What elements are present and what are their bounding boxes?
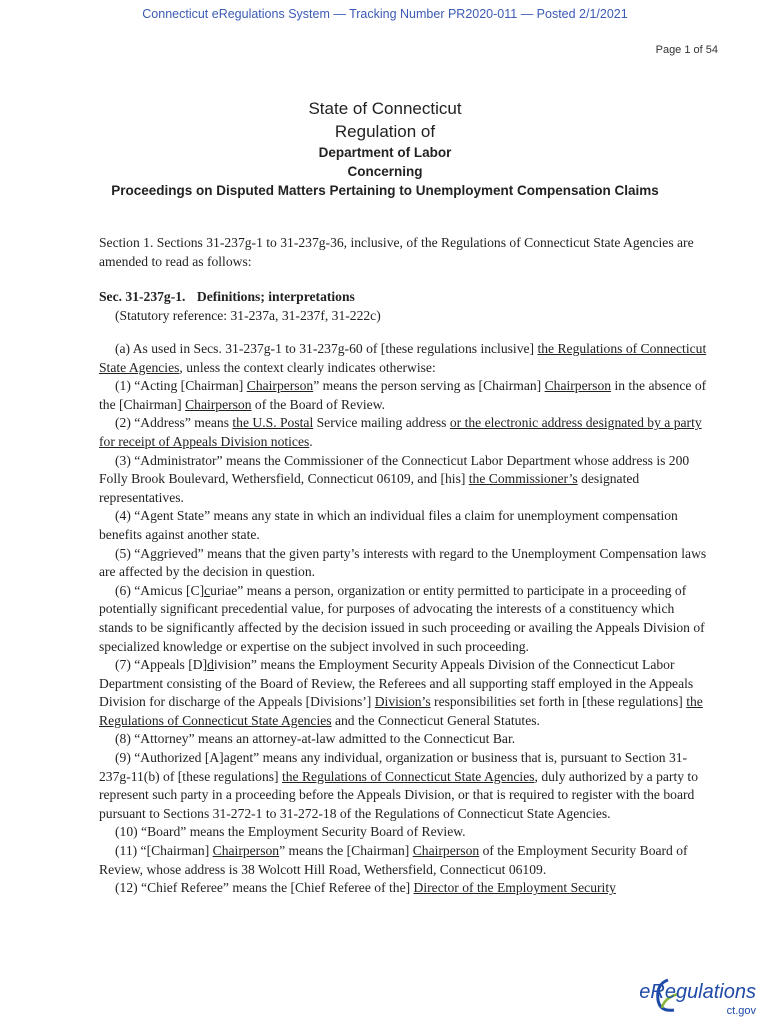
- amended-text: the Commissioner’s: [468, 471, 578, 487]
- definition-text: Service mailing address: [313, 415, 450, 431]
- definition-text: in the absence of the [Chairman]: [99, 378, 707, 412]
- definition-text: (9) “Authorized [A]agent” means any individual, organization or business that is, pursuant to Section 31-237g-11(b) of [these regulations]: [99, 750, 688, 784]
- definition-text: .: [309, 433, 313, 449]
- definition-item: [99, 414, 709, 451]
- tracking-header: Connecticut eRegulations System — Tracking Number PR2020-011 — Posted 2/1/2021: [142, 7, 628, 21]
- section-intro: Section 1. Sections 31-237g-1 to 31-237g-36, inclusive, of the Regulations of Connecticut State Agencies are amended to read as follows:: [99, 235, 694, 269]
- definition-item: [99, 507, 709, 544]
- amended-text: Chairperson: [412, 843, 480, 859]
- amended-text: Chairperson: [246, 378, 314, 394]
- definition-item: [99, 749, 709, 823]
- amended-text: the Regulations of Connecticut State Agencies: [99, 694, 703, 728]
- statutory-reference: (Statutory reference: 31-237a, 31-237f, 31-222c): [115, 307, 381, 323]
- definition-text: (11) “[Chairman]: [115, 843, 213, 859]
- title-regulation-of: Regulation of: [334, 122, 436, 141]
- definition-text: (6) “Amicus [C]: [115, 582, 205, 598]
- amended-text: Chairperson: [185, 396, 252, 412]
- definition-item: [99, 842, 709, 879]
- amended-text: c: [204, 582, 211, 598]
- amended-text: the U.S. Postal: [232, 415, 314, 431]
- definition-item: [99, 452, 709, 508]
- definition-item: [99, 582, 709, 656]
- title-concerning: Concerning: [347, 164, 423, 179]
- definition-text: (2) “Address” means: [115, 415, 233, 431]
- definition-text: and the Connecticut General Statutes.: [331, 712, 540, 728]
- definition-text: , duly authorized by a party to represent such party in a proceeding before the Appeals Division, or that is required to register with the board pursuant to Sections 31-272-1 to 31-272-18 of the Regulations of Connecticut State Agencies.: [99, 768, 698, 821]
- amended-text: Chairperson: [544, 378, 612, 394]
- definition-item: [99, 656, 709, 730]
- definition-item: [99, 823, 709, 842]
- definition-text: (1) “Acting [Chairman]: [115, 378, 247, 394]
- section-heading: Definitions; interpretations: [196, 289, 355, 304]
- definition-text: (8) “Attorney” means an attorney-at-law admitted to the Connecticut Bar.: [115, 731, 516, 747]
- definition-text: (4) “Agent State” means any state in which an individual files a claim for unemployment compensation benefits against another state.: [99, 508, 678, 542]
- definition-text: (12) “Chief Referee” means the [Chief Referee of the]: [115, 880, 414, 896]
- section-heading-block: [99, 288, 709, 325]
- definition-item: [99, 879, 709, 898]
- definition-item: [99, 340, 709, 377]
- definition-text: of the Employment Security Board of Review, whose address is 38 Wolcott Hill Road, Wethersfield, Connecticut 06109.: [99, 843, 688, 877]
- definition-text: ivision” means the Employment Security Appeals Division of the Connecticut Labor Department consisting of the Board of Review, the Referees and all supporting staff employed in the Appeals Division for discharge of the Appeals [Divisions’]: [99, 657, 694, 710]
- amended-text: Division’s: [374, 694, 431, 710]
- eregulations-logo: eRegulations: [639, 981, 756, 1003]
- title-state: State of Connecticut: [308, 99, 462, 118]
- section-number: Sec. 31-237g-1.: [99, 289, 186, 304]
- amended-text: the Regulations of Connecticut State Agencies: [99, 341, 707, 375]
- page-number: Page 1 of 54: [655, 44, 718, 56]
- amended-text: d: [207, 657, 214, 673]
- document-title-block: [0, 98, 770, 200]
- definition-text: ” means the [Chairman]: [279, 843, 413, 859]
- definition-text: responsibilities set forth in [these regulations]: [430, 694, 687, 710]
- amended-text: Director of the Employment Security: [413, 880, 616, 896]
- definitions-list: [99, 340, 709, 898]
- amended-text: Chairperson: [212, 843, 280, 859]
- amended-text: or the electronic address designated by a party for receipt of Appeals Division notices: [99, 415, 702, 449]
- eregulations-logo-sub: ct.gov: [726, 1005, 756, 1017]
- definition-text: designated representatives.: [99, 471, 640, 505]
- definition-text: (a) As used in Secs. 31-237g-1 to 31-237g-60 of [these regulations inclusive]: [115, 341, 538, 356]
- definition-text: (3) “Administrator” means the Commissioner of the Connecticut Labor Department whose address is 200 Folly Brook Boulevard, Wethersfield, Connecticut 06109, and [his]: [99, 452, 690, 487]
- definition-text: uriae” means a person, organization or entity permitted to participate in a proceeding of potentially significant precedential value, for purposes of advocating the interests of a constituency which stands to be significantly affected by the decision issued in such proceeding or availing the Appeals Division of specialized knowledge or expertise on the subject involved in such proceeding.: [99, 582, 705, 654]
- definition-item: [99, 730, 709, 749]
- definition-item: [99, 377, 709, 414]
- definition-item: [99, 545, 709, 582]
- definition-text: ” means the person serving as [Chairman]: [313, 378, 545, 394]
- definition-text: of the Board of Review.: [251, 396, 386, 412]
- definition-text: (5) “Aggrieved” means that the given party’s interests with regard to the Unemployment Compensation laws are affected by the decision in question.: [99, 545, 707, 580]
- definition-text: (10) “Board” means the Employment Security Board of Review.: [115, 824, 466, 840]
- definition-text: , unless the context clearly indicates otherwise:: [179, 359, 436, 375]
- title-subject: Proceedings on Disputed Matters Pertaining to Unemployment Compensation Claims: [111, 183, 659, 198]
- title-department: Department of Labor: [318, 145, 452, 160]
- amended-text: the Regulations of Connecticut State Agencies: [281, 768, 535, 784]
- definition-text: (7) “Appeals [D]: [115, 657, 208, 673]
